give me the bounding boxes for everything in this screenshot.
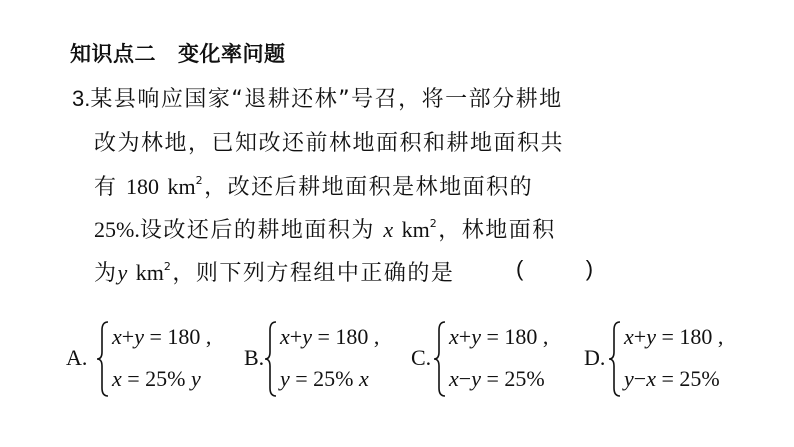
question-line-1 (72, 82, 563, 113)
equation-2: x = 25% y (112, 366, 201, 391)
line5-suffix: ，则下列方程组中正确的是 (172, 261, 455, 286)
total-area-value: 180 (126, 174, 160, 199)
line4-text: 设改还后的耕地面积为 (139, 218, 375, 243)
question-line-2 (94, 126, 564, 157)
unit-km: km (167, 174, 196, 199)
equation-1: x+y = 180 , (624, 324, 724, 349)
equation-2: y−x = 25% (624, 366, 720, 391)
option-label: C. (411, 345, 432, 370)
unit-sup: 2 (195, 174, 205, 187)
section-heading (70, 38, 286, 68)
option-d[interactable] (584, 320, 774, 400)
var-x: x (383, 217, 394, 242)
equation-1: x+y = 180 , (449, 324, 549, 349)
equation-1: x+y = 180 , (112, 324, 212, 349)
question-text-2: 改为林地，已知改还前林地面积和耕地面积共 (94, 131, 565, 156)
heading-part1: 知识点二 (70, 42, 156, 66)
question-line-5 (94, 256, 454, 287)
option-label: B. (244, 345, 265, 370)
left-brace-icon (96, 320, 110, 398)
unit-sup: 2 (163, 260, 173, 273)
left-brace-icon (608, 320, 622, 398)
question-line-4 (94, 213, 556, 244)
unit-km: km (401, 217, 430, 242)
line4-suffix: ，林地面积 (438, 218, 556, 243)
option-label: A. (66, 345, 88, 370)
unit-km: km (135, 260, 164, 285)
option-label: D. (584, 345, 606, 370)
question-number: 3. (72, 86, 91, 111)
option-c[interactable] (411, 320, 571, 400)
percent-value: 25%. (94, 217, 140, 242)
question-text-1: 某县响应国家“退耕还林”号召，将一部分耕地 (90, 87, 563, 112)
equation-2: x−y = 25% (449, 366, 545, 391)
option-b[interactable] (244, 320, 404, 400)
unit-sup: 2 (429, 217, 439, 230)
option-a[interactable] (66, 320, 226, 400)
line3-prefix: 有 (94, 175, 118, 200)
line5-prefix: 为 (94, 261, 118, 286)
line3-suffix: ，改还后耕地面积是林地面积的 (204, 175, 534, 200)
answer-parentheses: ( ) (516, 256, 595, 281)
question-line-3 (94, 170, 533, 201)
equation-1: x+y = 180 , (280, 324, 380, 349)
var-y: y (117, 260, 128, 285)
answer-blank[interactable] (516, 256, 595, 282)
heading-part2: 变化率问题 (178, 42, 286, 66)
equation-2: y = 25% x (280, 366, 369, 391)
left-brace-icon (264, 320, 278, 398)
left-brace-icon (433, 320, 447, 398)
